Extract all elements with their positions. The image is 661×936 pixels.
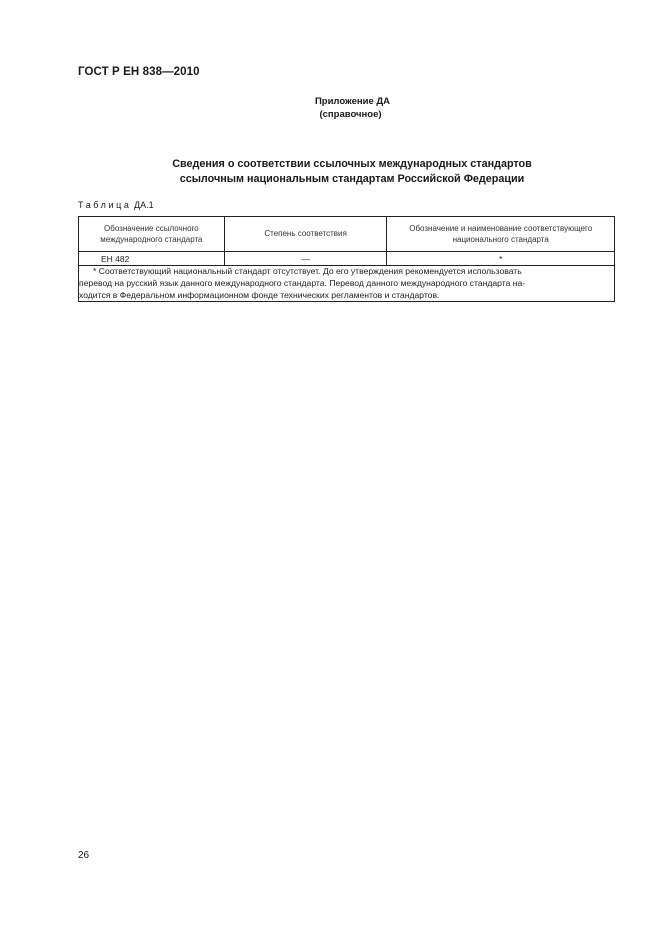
table-caption-number: ДА.1: [134, 200, 154, 210]
section-heading: [78, 157, 626, 187]
table-caption: [78, 200, 154, 210]
annex-type: (справочное): [319, 109, 382, 120]
header-national-line-1: Обозначение и наименование соответствующего: [409, 223, 593, 233]
heading-line-2: ссылочным национальным стандартам Российской Федерации: [179, 173, 525, 185]
header-degree-label: Степень соответствия: [264, 229, 347, 239]
page-number: 26: [78, 850, 90, 861]
footnote-line-1: * Соответствующий национальный стандарт отсутствует. До его утверждения рекомендуется использовать: [93, 266, 522, 276]
heading-line-1: Сведения о соответствии ссылочных международных стандартов: [172, 158, 532, 170]
cell-designation: ЕН 482: [79, 252, 225, 266]
cell-degree: —: [224, 252, 387, 266]
doc-code: ГОСТ Р ЕН 838—2010: [78, 66, 200, 78]
header-designation-line-1: Обозначение ссылочного: [104, 223, 199, 233]
annex-title: Приложение ДА: [314, 96, 391, 107]
header-cell-designation: [79, 217, 225, 252]
table-row: [79, 252, 615, 266]
table-header-row: [79, 217, 615, 252]
reference-standards-table: [78, 216, 615, 302]
table-footnote: [79, 266, 615, 302]
header-cell-national: [387, 217, 615, 252]
footnote-line-2: перевод на русский язык данного международного стандарта. Перевод данного международного стандарта на-: [79, 277, 526, 288]
table-caption-word: Таблица: [78, 200, 132, 210]
header-designation-line-2: международного стандарта: [100, 235, 203, 244]
footnote-line-3: ходится в Федеральном информационном фонде технических регламентов и стандартов.: [79, 289, 440, 300]
header-national-line-2: национального стандарта: [452, 235, 549, 244]
annex-block: [0, 95, 661, 121]
table-footnote-row: [79, 266, 615, 302]
cell-national: *: [387, 252, 615, 266]
header-cell-degree: [224, 217, 387, 252]
